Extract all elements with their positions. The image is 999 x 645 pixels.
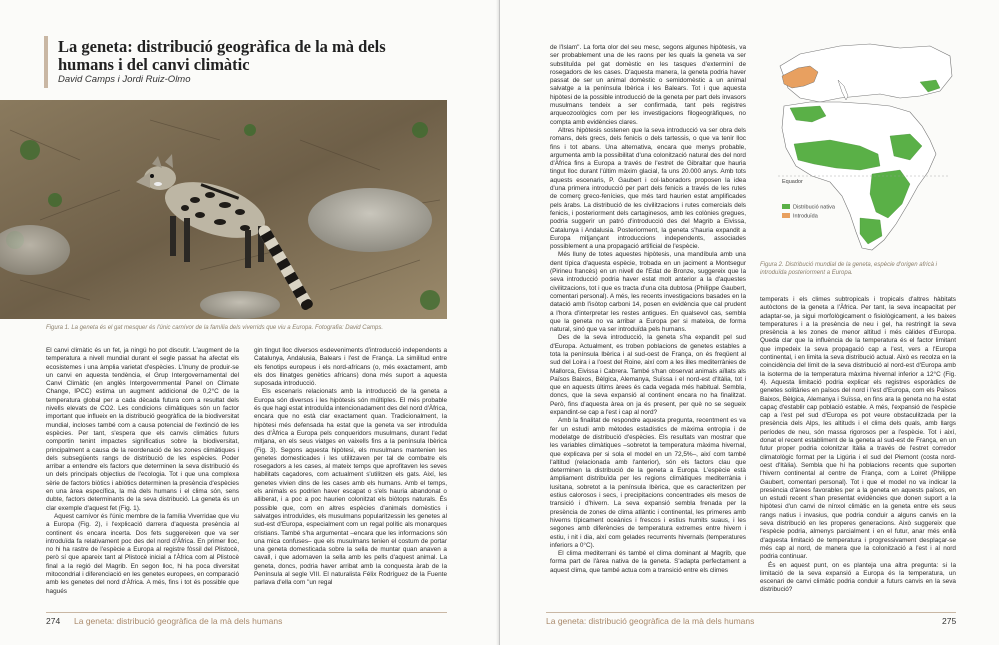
figure1-caption: Figura 1. La geneta és el gat mesquer és l'únic carnívor de la família dels viverrids que viu a Europa. Fotografia: David Camps. — [46, 325, 383, 331]
paragraph: Més lluny de totes aquestes hipòtesis, una mandíbula amb una dent típica d'aquesta espècie, trobada en un jaciment a Montsegur (Pirineu francès) en un nivell de l'Edat de Bronze, suggereix que la seva introducció podria haver estat molt anterior a la d'aquestes civilitzacions, tot i que es tracta d'una cita dubtosa (Philippe Gaubert, comentari personal). A més, les recents investigacions basades en la datació amb l'isòtop carboni 14, posen en evidència que cal prudent a l'hora d'interpretar les restes antigues. En qualsevol cas, sembla que la geneta no va arribar a Europa per si mateixa, de forma natural, sinó que va ser introduïda pels humans. — [550, 251, 746, 334]
title-accent-bar — [44, 36, 48, 88]
article-title: La geneta: distribució geogràfica de la mà dels humans i del canvi climàtic — [58, 37, 386, 74]
right-page — [500, 0, 999, 645]
page-number: 274 — [46, 616, 61, 626]
africa-europe-map — [760, 36, 956, 258]
genet-photo-illustration — [0, 100, 447, 319]
paragraph: Els escenaris relacionats amb la introducció de la geneta a Europa són diversos i les hipòtesis són múltiples. El més probable és que hagi estat introduïda intencionadament des del nord d'Àfrica, encara que no està clar exactament quan. Tradicionalment, la hipòtesi més defensada ha estat que la geneta va ser introduïda des d'Àfrica a Europa pels conqueridors musulmans, durant l'edat mitjana, en els seus viatges en vaixells fins a la península Ibèrica (Fig. 3). Segons aquesta hipòtesi, els musulmans mantenien les genetes domesticades i les utilitzaven per tal de combatre els rosegadors a les cases, al mateix temps que aprofitaven les seves habilitats caçadores, com actualment s'utilitzen els gats. Així, les genetes vivien dins de les cases amb els humans. Amb el temps, els animals es podrien haver escapat o s'els hauria abandonat o alliberat, i a poc a poc haurien colonitzat els biòtops naturals. És possible que, com en altres espècies d'animals domèstics i salvatges introduïdes, els musulmans popularitzessin les genetes al sud-est d'Europa, especialment com un regal polític als monarques cristians. També s'ha argumentat –encara que les informacions són una mica confuses– que els musulmans tenien el costum de portar una geneta domesticada sobre la sella de muntar quan anaven a cavall, i que adornaven la sella amb les pells d'aquest animal. La geneta, doncs, podria haver arribat amb la conquesta àrab de la Península al segle VIII. El naturalista Félix Rodríguez de la Fuente parlava d'ella com "un regal — [254, 388, 447, 587]
legend-swatch-native — [782, 204, 790, 209]
left-column-1 — [46, 347, 239, 597]
page-number: 275 — [942, 616, 957, 626]
paragraph: Altres hipòtesis sostenen que la seva introducció va ser obra dels romans, dels grecs, dels fenicis o dels tartessis, o que va tenir lloc fins i tot abans. Una alternativa, encara que menys probable, argumenta amb la possibilitat d'una colonització natural des del nord d'Àfrica fins a Europa a través de l'estret de Gibraltar que hauria tingut lloc durant l'últim màxim glacial, fa uns 20.000 anys. Amb tots aquests escenaris, P. Gaubert i col·laboradors proposen la idea d'una primera introducció per part dels fenicis a través de les rutes de comerç greco-fenícies, que més tard haurien estat amplificades pels àrabs. La distribució de les civilitzacions i rutes comercials dels fenicis, i posteriorment dels cartaginesos, amb les colònies gregues, podria suggerir un patró d'introducció des del Magrib a Eivissa, Catalunya i Andalusia. Posteriorment, la geneta s'hauria expandit a Europa mitjançant introduccions independents, associades possiblement a una propagació artificial de l'espècie. — [550, 126, 746, 251]
paragraph: Amb la finalitat de respondre aquesta pregunta, recentment es va fer un estudi amb mètodes estadístics de màxima entropia i de modelatge de distribució d'espècies. Els resultats van mostrar que les variables climàtiques –sobretot la temperatura màxima hivernal, que explicava per si sola el model en un 72,5%–, així com també l'altitud (relacionada amb l'anterior), són els factors clau que determinen la distribució de la geneta a Europa. L'espècie està àmpliament distribuïda per les regions climàtiques mediterrània i lusitana, sobretot a la península Ibèrica, que es caracteritzen per estius calorosos i secs, i precipitacions concentrades els mesos de transició i d'hivern. La seva expansió sembla frenada per la presència de zones de clima atlàntic i continental, les primeres amb hiverns típicament oceànics i frescos i estius humits suaus, i les segones amb diferències de temperatura extremes entre hivern i estiu, i nit i dia, així com gelades recurrents hivernals (temperatures inferiors a 0°C). — [550, 417, 746, 549]
figure2-caption: Figura 2. Distribució mundial de la geneta, espècie d'origen africà i introduïda posteriorment a Europa. — [760, 262, 937, 276]
right-column-1 — [550, 44, 746, 600]
paragraph: gin tingut lloc diversos esdeveniments d'introducció independents a Catalunya, Andalusia, Balears i l'est de França. La similitud entre els fenotips europeus i els nord-africans (o, més exactament, amb els dos llinatges genètics africans) dona més suport a aquesta suposada introducció. — [254, 347, 447, 388]
genet-photo — [0, 100, 447, 319]
equator-label: Equador — [782, 179, 803, 185]
footer-rule — [546, 612, 956, 613]
footer-rule — [46, 612, 447, 613]
left-page — [0, 0, 499, 645]
running-title: La geneta: distribució geogràfica de la mà dels humans — [74, 616, 283, 626]
paragraph: És en aquest punt, on es planteja una altra pregunta: si la limitació de la seva expansió a Europa és la temperatura, un escenari de canvi climàtic podria conduir a futurs canvis en la seva distribució? — [760, 561, 956, 594]
paragraph: Des de la seva introducció, la geneta s'ha expandit pel sud d'Europa. Actualment, es troben poblacions de genetes estables a tota la península Ibèrica i al sud-oest de França, on és freqüent al sud del Loira i a l'oest del Roine, així com a les illes mediterrànies de Mallorca, Eivissa i Cabrera. També s'han observat animals aïllats als Països Baixos, Bèlgica, Alemanya, Suïssa i el nord-est d'Itàlia, tot i que en aquests últims àrees és cada vegada més habitual. Sembla, doncs, que la seva expansió al continent encara no ha finalitzat. Però, fins d'aquesta àrea on ja és present, per què no se segueix expandint-se cap a l'est i cap al nord? — [550, 334, 746, 417]
left-column-2 — [254, 347, 447, 597]
distribution-map — [760, 36, 956, 258]
paragraph: Aquest carnívor és l'únic membre de la família Viverridae que viu a Europa (Fig. 2), i l'explicació darrera d'aquesta presència al continent és encara incerta. Dos fets suggereixen que va ser introduïda fa relativament poc des del nord d'Àfrica. En primer lloc, no hi ha rastre de l'espècie a Europa al registre fòssil del Plistocè, però sí que apareix tant al Plistocè inicial a l'Àfrica com al Plistocè final a la regió del Magrib. En segon lloc, hi ha poca diversitat mitocondrial i diferenciació en les genetes europees, en comparació amb les genetes del nord d'Àfrica. A més, fins i tot és possible que hagués — [46, 512, 239, 595]
right-column-2 — [760, 296, 956, 600]
paragraph: El clima mediterrani és també el clima dominant al Magrib, que forma part de l'àrea nativa de la geneta. S'adapta perfectament a aquest clima, que també actua com a transició entre els climes — [550, 550, 746, 574]
legend-native: Distribució nativa — [793, 204, 835, 211]
paragraph: temperats i els climes subtropicals i tropicals d'altres hàbitats autòctons de la geneta a l'Àfrica. Per tant, la seva incapacitat per adaptar-se, ja sigui morfològicament o fisiològicament, a les baixes temperatures i a la presència de neu i gel, ha restringit la seva presència a les zones de menor altitud i més càlides d'Europa. Queda clar que la influència de la temperatura és el factor limitant que impedeix la seva propagació cap a l'est, vers a l'Europa continental, i en limita la seva distribució actual. Això es recolza en la coincidència del límit de la seva distribució al nord-est d'Europa amb la isoterma de la temperatura màxima hivernal inferior a 12°C (Fig. 4). Aquesta limitació podria explicar els registres esporàdics de genetes solitàries en països del nord i l'est d'Europa, com els Països Baixos, Bèlgica, Alemanya i Suïssa, en fins ara la geneta no ha estat capaç d'establir cap població estable. A més, l'expansió de l'espècie cap a l'est pel sud d'Europa es pot veure obstaculitzada per la presència dels Alps, les altituds i el clima dels quals, amb llargs períodes de neu, són massa rigorosos per a l'espècie. Tot i així, donat el recent establiment de la geneta al sud-est de França, en un futur proper podria colonitzar Itàlia a través de l'estret corredor climatològic format per la Ligúria i el sud del Piemont (costa nord-oest d'Itàlia). Sembla que hi ha poblacions recents que suporten l'hivern continental al centre de França, com a Loiret (Philippe Gaubert, comentari personal). Tot i que el model no va indicar la presència d'àrees favorables per a la geneta en aquests països, en un estudi recent s'han presentat evidències que donen suport a la hipòtesi d'un canvi de nínxol climàtic en la geneta entre els seus rangs natius i invasius, que podria conduir a alguns canvis en la seva distribució en les properes generacions. Això suggereix que l'espècie podria, almenys parcialment i en el futur, anar més enllà d'aquesta limitació de temperatura i progressivament desplaçar-se més cap al nord, de manera que la colonització a l'est i al nord podria continuar. — [760, 296, 956, 561]
paragraph: El canvi climàtic és un fet, ja ningú ho pot discutir. L'augment de la temperatura a nivell mundial durant el segle passat ha afectat els ecosistemes i una àmplia varietat d'espècies. L'Inuny de produir-se un canvi en aquesta tendència, el Grup Intergovernamental del Canvi Climàtic (en anglès Intergovernmental Panel on Climate Change, IPCC) estima un augment addicional de 0,2°C de la temperatura global per a cada dècada futura com a resultat dels nivells elevats de CO2. Les condicions climàtiques són un factor important que influeix en la distribució geogràfica de la biodiversitat mundial, incloses també com a causa potencial de l'extinció de les espècies. Per tant, s'espera que els canvis climàtics futurs comportin tenint impactes significatius sobre la biodiversitat, principalment a causa de la reordenació de les zones climàtiques i dels subsegüents rangs de distribució de les espècies. Poder arribar a entendre els factors que determinen la seva distribució és un dels principals objectius de l'ecologia. Tot i que una complexa sèrie de factors biòtics i abiòtics determinen la presència d'espècies en una àrea específica, la mà dels humans i el clima són, sens dubte, factors determinants de la seva distribució. La geneta és un clar exemple d'aquest fet (Fig. 1). — [46, 347, 239, 512]
article-authors: David Camps i Jordi Ruiz-Olmo — [58, 74, 191, 85]
paragraph: de l'Islam". La forta olor del seu mesc, segons algunes hipòtesis, va ser probablement una de les raons per les quals la geneta va ser substituïda pel gat domèstic en les tasques d'exterminí de rosegadors de les cases. D'aquesta manera, la geneta podria haver passat de ser un animal domèstic o semidomèstic a un animal salvatge a la península Ibèrica i les Balears. Tot i que aquesta hipòtesi de la possible introducció de la geneta per part dels invasors musulmans tendeix a ser confirmada, tant pels registres arqueozoològics com per les investigacions filogeogràfiques, no compta amb evidències clares. — [550, 44, 746, 126]
legend-introduced: Introduïda — [793, 213, 818, 220]
running-title: La geneta: distribució geogràfica de la mà dels humans — [546, 616, 755, 626]
legend-swatch-introduced — [782, 213, 790, 218]
